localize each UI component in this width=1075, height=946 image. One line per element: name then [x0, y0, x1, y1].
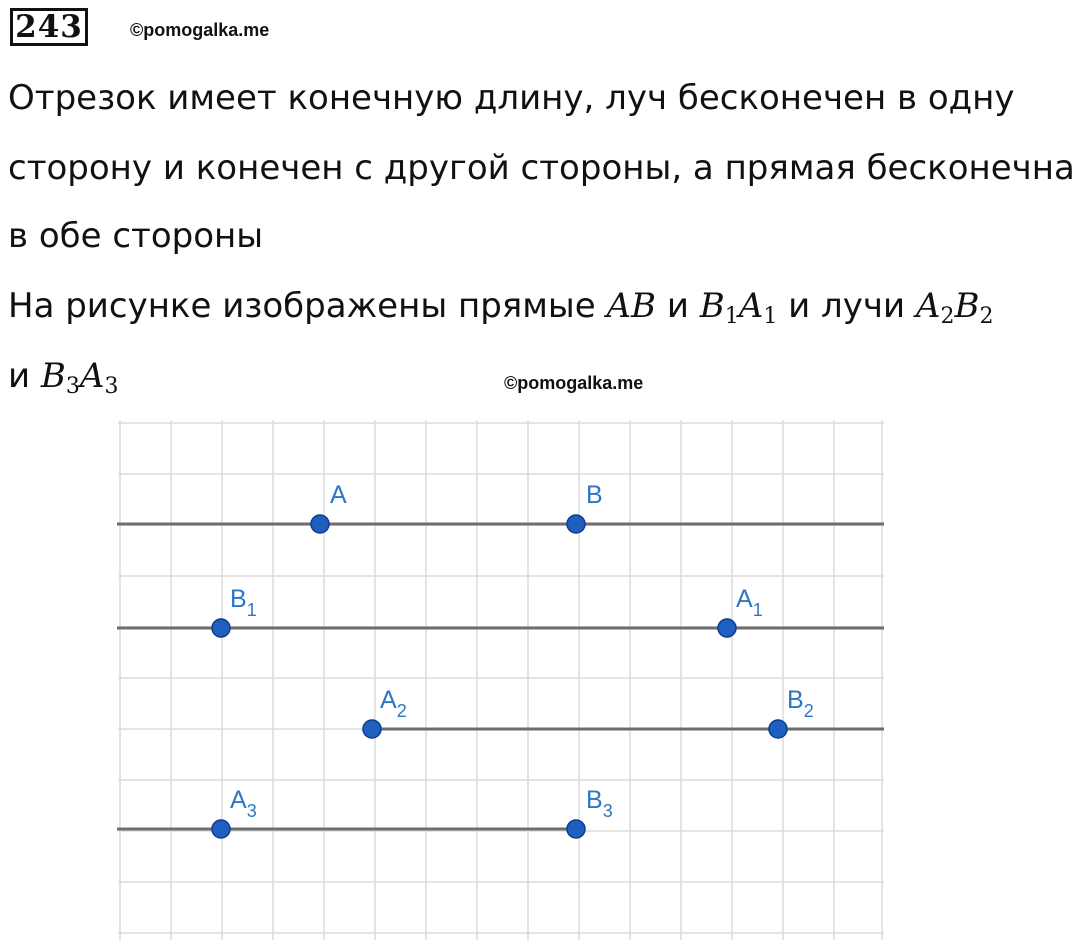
- watermark-figure: ©pomogalka.me: [504, 373, 644, 393]
- point-b1: [212, 619, 230, 637]
- text-line-1: Отрезок имеет конечную длину, луч бесконечен в одну: [8, 78, 1015, 118]
- grid: [118, 420, 884, 940]
- math-a2b2: $A_2B_2$: [915, 286, 994, 329]
- label-b2: $B_2$: [787, 686, 814, 721]
- math-b1a1: $B_1A_1$: [699, 286, 778, 329]
- math-ab: AB: [606, 286, 657, 326]
- point-a: [311, 515, 329, 533]
- point-b2: [769, 720, 787, 738]
- watermark-top: ©pomogalka.me: [130, 20, 270, 40]
- line4-and: и: [656, 286, 700, 326]
- line4-rays: и лучи: [777, 286, 916, 326]
- line5-and: и: [8, 356, 41, 396]
- label-a: A: [330, 481, 347, 509]
- text-line-2: сторону и конечен с другой стороны, а прямая бесконечна: [8, 148, 1075, 188]
- label-b: B: [586, 481, 603, 509]
- point-a3: [212, 820, 230, 838]
- text-line-3: в обе стороны: [8, 216, 264, 256]
- point-a1: [718, 619, 736, 637]
- line4-intro: На рисунке изображены прямые: [8, 286, 607, 326]
- math-b3a3: $B_3A_3$: [40, 356, 119, 399]
- label-b3: $B_3$: [586, 786, 613, 821]
- label-a3: $A_3$: [230, 786, 257, 821]
- label-a1: $A_1$: [736, 585, 763, 620]
- label-b1: $B_1$: [230, 585, 257, 620]
- point-b: [567, 515, 585, 533]
- label-a2: $A_2$: [380, 686, 407, 721]
- point-a2: [363, 720, 381, 738]
- task-number: 243: [10, 8, 88, 46]
- point-b3: [567, 820, 585, 838]
